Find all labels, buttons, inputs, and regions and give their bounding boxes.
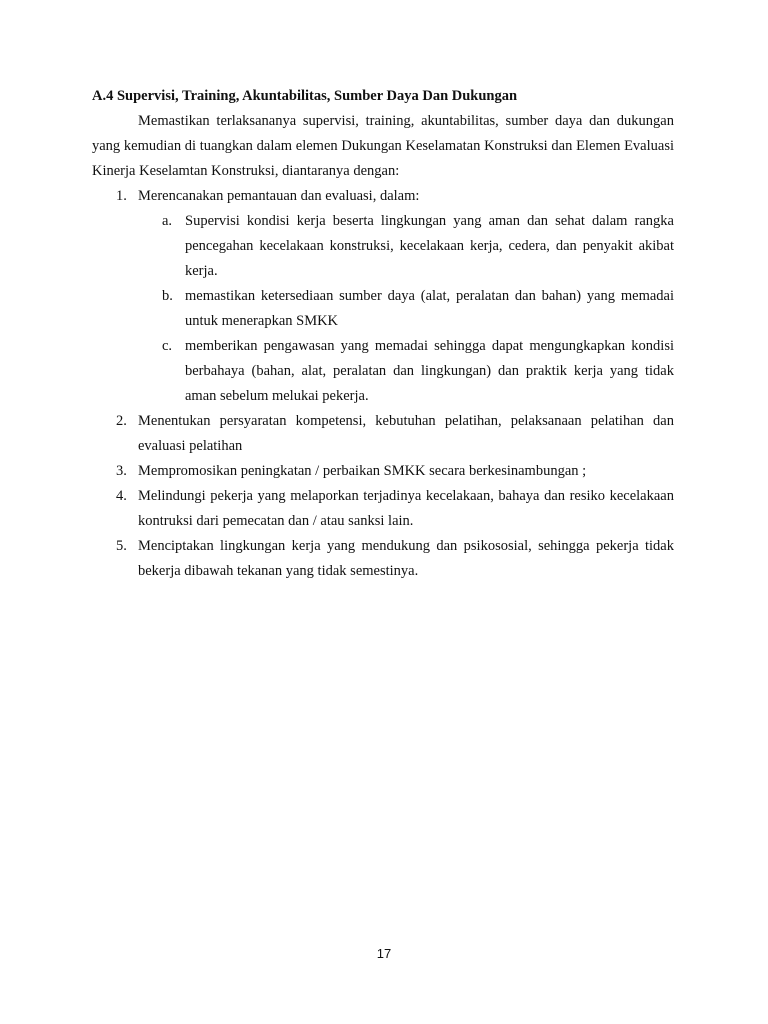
sub-list-item-letter: a. <box>162 213 173 229</box>
main-list <box>92 184 674 584</box>
sub-list-item <box>138 334 674 409</box>
list-item <box>92 184 674 409</box>
sub-list-item <box>138 284 674 334</box>
sub-list-item <box>138 209 674 284</box>
list-item-number: 2. <box>116 413 127 429</box>
list-item <box>92 484 674 534</box>
sub-list-item-letter: b. <box>162 288 173 304</box>
sub-list-item-text: memberikan pengawasan yang memadai sehingga dapat mengungkapkan kondisi berbahaya (bahan, alat, peralatan dan lingkungan) dan praktik kerja yang tidak aman sebelum melukai pekerja. <box>185 338 674 404</box>
list-item-text: Melindungi pekerja yang melaporkan terjadinya kecelakaan, bahaya dan resiko kecelakaan kontruksi dari pemecatan dan / atau sanksi lain. <box>138 488 674 529</box>
intro-paragraph: Memastikan terlaksananya supervisi, training, akuntabilitas, sumber daya dan dukungan yang kemudian di tuangkan dalam elemen Dukungan Keselamatan Konstruksi dan Elemen Evaluasi Kinerja Keselamtan Konstruksi, diantaranya dengan: <box>92 113 674 179</box>
list-item-number: 1. <box>116 188 127 204</box>
sub-list-item-text: memastikan ketersediaan sumber daya (alat, peralatan dan bahan) yang memadai untuk menerapkan SMKK <box>185 288 674 329</box>
sub-list-item-text: Supervisi kondisi kerja beserta lingkungan yang aman dan sehat dalam rangka pencegahan kecelakaan konstruksi, kecelakaan kerja, cedera, dan penyakit akibat kerja. <box>185 213 674 279</box>
list-item <box>92 534 674 584</box>
list-item-number: 4. <box>116 488 127 504</box>
list-item-number: 5. <box>116 538 127 554</box>
sub-list <box>138 209 674 409</box>
list-item-text: Merencanakan pemantauan dan evaluasi, dalam: <box>138 188 420 204</box>
list-item-text: Menciptakan lingkungan kerja yang mendukung dan psikososial, sehingga pekerja tidak bekerja dibawah tekanan yang tidak semestinya. <box>138 538 674 579</box>
section-heading: A.4 Supervisi, Training, Akuntabilitas, Sumber Daya Dan Dukungan <box>92 88 518 104</box>
list-item-text: Mempromosikan peningkatan / perbaikan SMKK secara berkesinambungan ; <box>138 463 587 479</box>
list-item-text: Menentukan persyaratan kompetensi, kebutuhan pelatihan, pelaksanaan pelatihan dan evaluasi pelatihan <box>138 413 674 454</box>
list-item <box>92 409 674 459</box>
sub-list-item-letter: c. <box>162 338 173 354</box>
page-number: 17 <box>376 946 392 961</box>
list-item <box>92 459 674 484</box>
document-page <box>92 84 674 584</box>
list-item-number: 3. <box>116 463 127 479</box>
